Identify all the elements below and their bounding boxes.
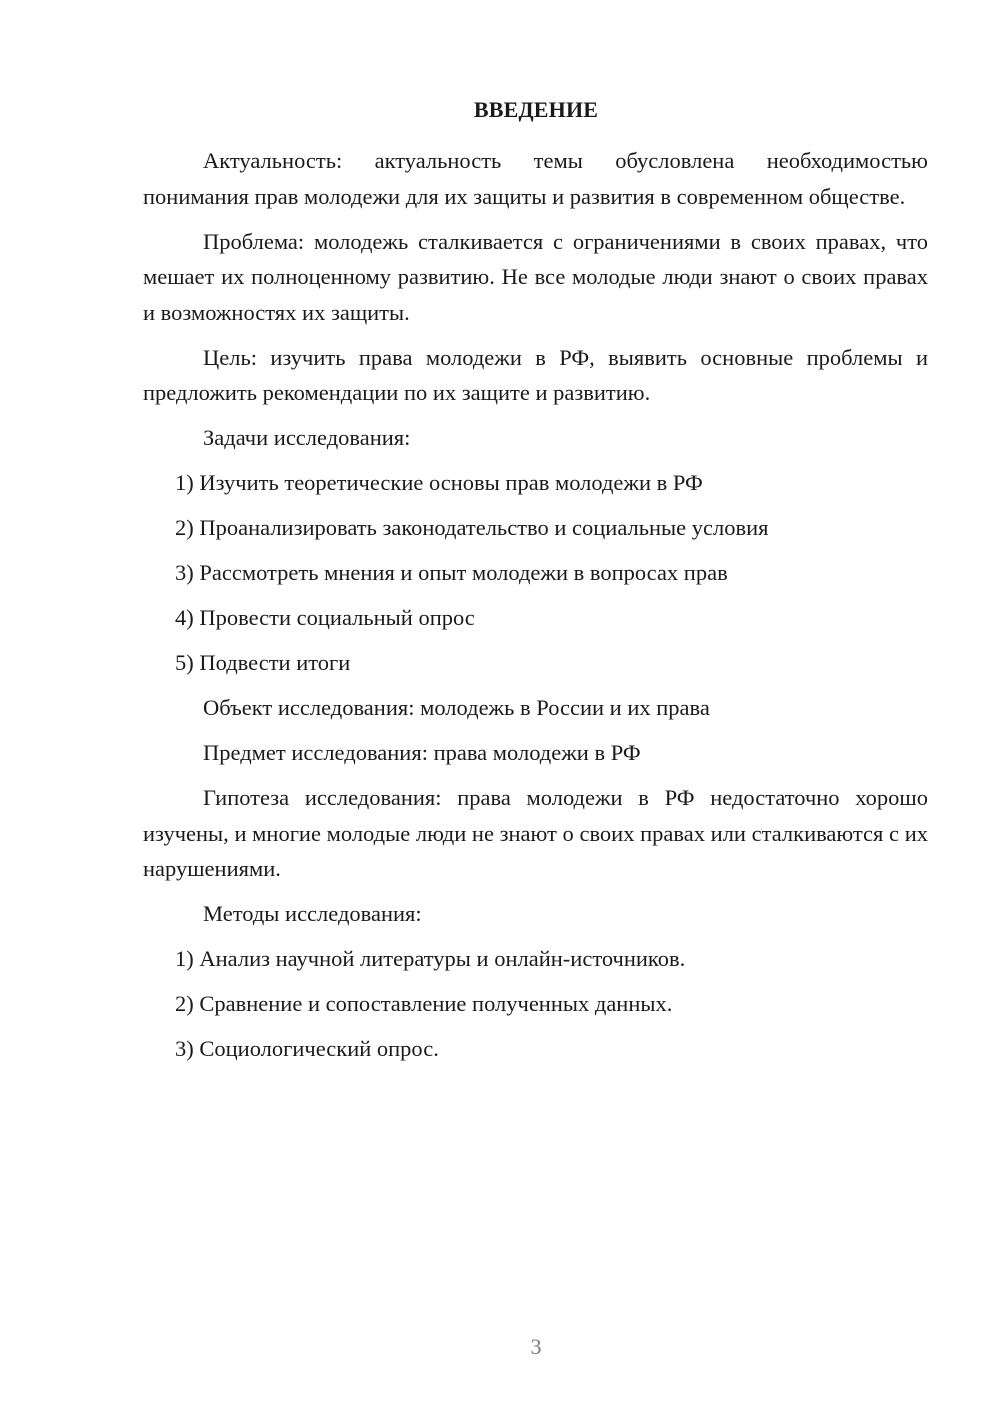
method-item: 2) Сравнение и сопоставление полученных данных. xyxy=(175,991,673,1016)
method-item: 3) Социологический опрос. xyxy=(175,1036,439,1061)
page-number: 3 xyxy=(530,1334,542,1359)
relevance-paragraph: Актуальность: актуальность темы обусловлена необходимостью понимания прав молодежи для их защиты и развития в современном обществе. xyxy=(143,148,928,209)
task-item: 1) Изучить теоретические основы прав молодежи в РФ xyxy=(175,470,703,495)
hypothesis-paragraph: Гипотеза исследования: права молодежи в РФ недостаточно хорошо изучены, и многие молодые люди не знают о своих правах или сталкиваются с их нарушениями. xyxy=(143,785,928,881)
methods-label: Методы исследования: xyxy=(203,901,422,926)
goal-paragraph: Цель: изучить права молодежи в РФ, выявить основные проблемы и предложить рекомендации по их защите и развитию. xyxy=(143,344,928,405)
task-item: 3) Рассмотреть мнения и опыт молодежи в вопросах прав xyxy=(175,560,728,585)
task-item: 4) Провести социальный опрос xyxy=(175,605,475,630)
problem-paragraph: Проблема: молодежь сталкивается с ограничениями в своих правах, что мешает их полноценному развитию. Не все молодые люди знают о своих правах и возможностях их защиты. xyxy=(143,228,928,325)
subject-paragraph: Предмет исследования: права молодежи в РФ xyxy=(203,740,641,765)
object-paragraph: Объект исследования: молодежь в России и их права xyxy=(203,695,710,720)
tasks-label: Задачи исследования: xyxy=(203,425,411,450)
task-item: 2) Проанализировать законодательство и социальные условия xyxy=(175,515,769,540)
task-item: 5) Подвести итоги xyxy=(175,650,351,675)
section-heading: ВВЕДЕНИЕ xyxy=(473,97,599,122)
document-body xyxy=(143,143,928,1067)
method-item: 1) Анализ научной литературы и онлайн-источников. xyxy=(175,946,686,971)
